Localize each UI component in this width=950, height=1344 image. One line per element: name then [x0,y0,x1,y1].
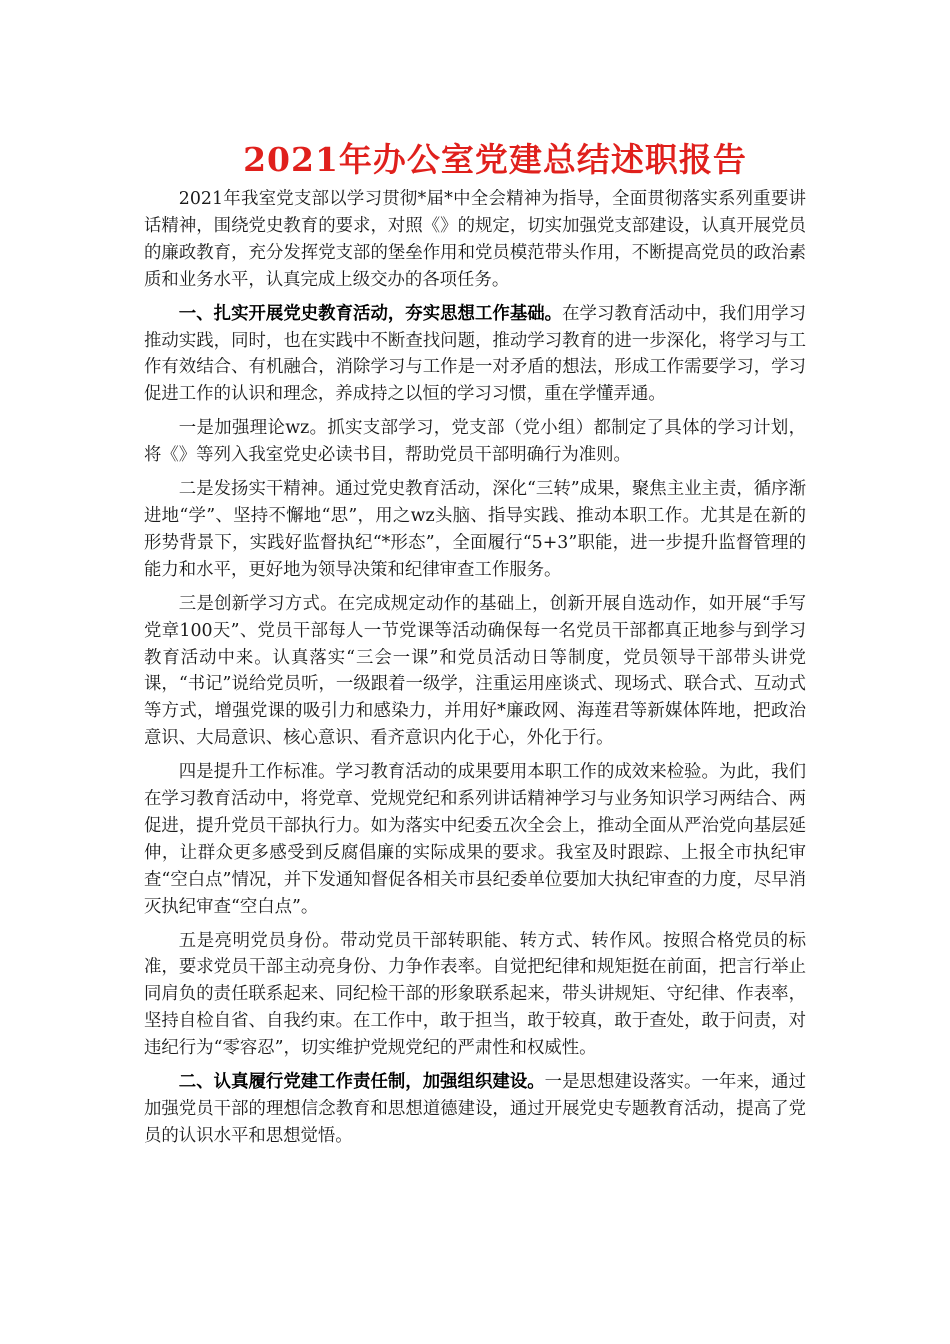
section-heading: 二、认真履行党建工作责任制，加强组织建设。 [178,1072,545,1093]
paragraph-item-4 [144,759,806,920]
paragraph-text: 五是亮明党员身份。带动党员干部转职能、转方式、转作风。按照合格党员的标准，要求党员干部主动亮身份、力争作表率。自觉把纪律和规矩挺在前面，把言行举止同肩负的责任联系起来、同纪检干部的形象联系起来，带头讲规矩、守纪律、作表率，坚持自检自省、自我约束。在工作中，敢于担当，敢于较真，敢于查处，敢于问责，对违纪行为“零容忍”，切实维护党规党纪的严肃性和权威性。 [144,930,806,1059]
paragraph-item-2 [144,476,806,584]
document-title: 2021年办公室党建总结述职报告 [243,140,747,179]
paragraph-text: 一是思想建设落实。一年来，通过加强党员干部的理想信念教育和思想道德建设，通过开展党史专题教育活动，提高了党员的认识水平和思想觉悟。 [144,1072,806,1146]
document-body [144,186,806,1150]
paragraph-section-2 [144,1069,806,1150]
paragraph-text: 在学习教育活动中，我们用学习推动实践，同时，也在实践中不断查找问题，推动学习教育的进一步深化，将学习与工作有效结合、有机融合，消除学习与工作是一对矛盾的想法，形成工作需要学习，学习促进工作的认识和理念，养成持之以恒的学习习惯，重在学懂弄通。 [144,303,806,405]
paragraph-text: 一是加强理论wz。抓实支部学习，党支部（党小组）都制定了具体的学习计划，将《》等列入我室党史必读书目，帮助党员干部明确行为准则。 [144,418,806,466]
paragraph-section-1 [144,301,806,409]
section-heading: 一、扎实开展党史教育活动，夯实思想工作基础。 [178,303,563,324]
paragraph-item-5 [144,928,806,1063]
paragraph-item-3 [144,591,806,752]
paragraph-text: 四是提升工作标准。学习教育活动的成果要用本职工作的成效来检验。为此，我们在学习教育活动中，将党章、党规党纪和系列讲话精神学习与业务知识学习两结合、两促进，提升党员干部执行力。如为落实中纪委五次全会上，推动全面从严治党向基层延伸，让群众更多感受到反腐倡廉的实际成果的要求。我室及时跟踪、上报全市执纪审查“空白点”情况，并下发通知督促各相关市县纪委单位要加大执纪审查的力度，尽早消灭执纪审查“空白点”。 [144,762,806,917]
paragraph-intro [144,186,806,294]
paragraph-text: 三是创新学习方式。在完成规定动作的基础上，创新开展自选动作，如开展“手写党章100天”、党员干部每人一节党课等活动确保每一名党员干部都真正地参与到学习教育活动中来。认真落实“三会一课”和党员活动日等制度，党员领导干部带头讲党课，“书记”说给党员听，一级跟着一级学，注重运用座谈式、现场式、联合式、互动式等方式，增强党课的吸引力和感染力，并用好*廉政网、海莲君等新媒体阵地，把政治意识、大局意识、核心意识、看齐意识内化于心，外化于行。 [144,593,806,749]
paragraph-item-1 [144,415,806,469]
paragraph-text: 2021年我室党支部以学习贯彻*届*中全会精神为指导，全面贯彻落实系列重要讲话精神，围绕党史教育的要求，对照《》的规定，切实加强党支部建设，认真开展党员的廉政教育，充分发挥党支部的堡垒作用和党员模范带头作用，不断提高党员的政治素质和业务水平，认真完成上级交办的各项任务。 [144,189,806,290]
paragraph-text: 二是发扬实干精神。通过党史教育活动，深化“三转”成果，聚焦主业主责，循序渐进地“学”、坚持不懈地“思”，用之wz头脑、指导实践、推动本职工作。尤其是在新的形势背景下，实践好监督执纪“*形态”，全面履行“5+3”职能，进一步提升监督管理的能力和水平，更好地为领导决策和纪律审查工作服务。 [144,479,806,580]
